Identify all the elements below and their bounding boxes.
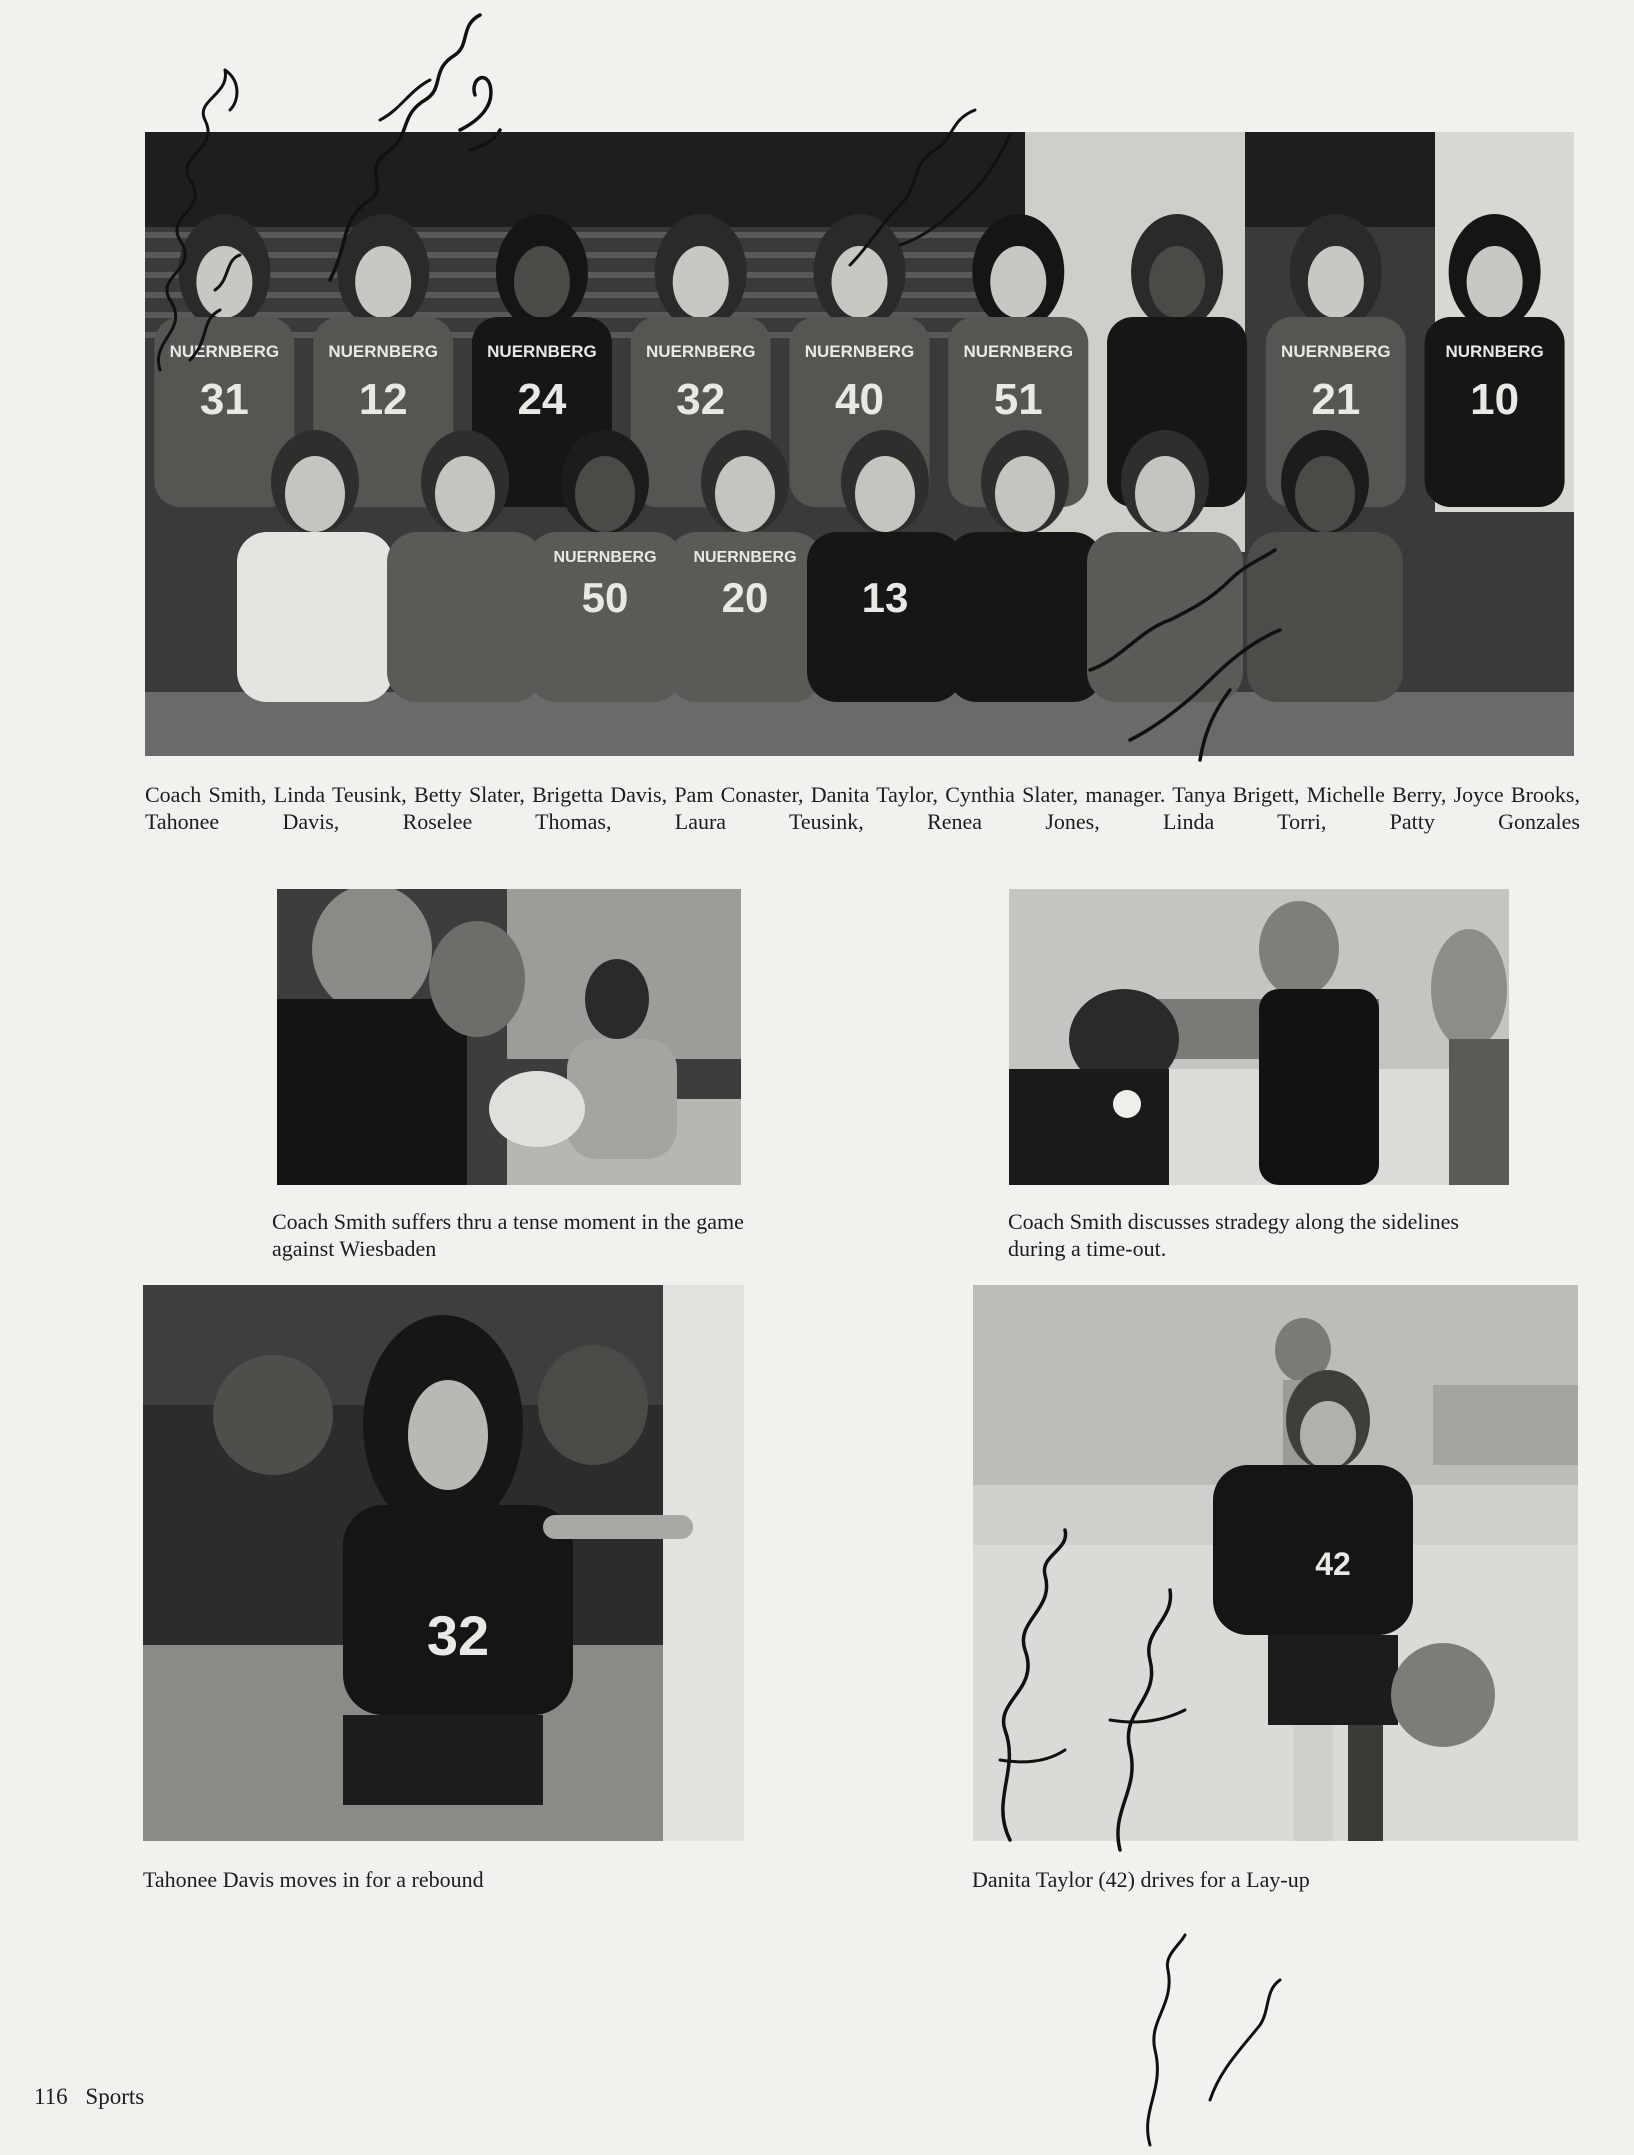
jersey-number: 10 (1470, 375, 1520, 424)
jersey-number: 32 (676, 375, 726, 424)
jersey-number: 50 (581, 574, 629, 621)
jersey-lettering: NUERNBERG (963, 342, 1074, 361)
bench-photo-caption: Coach Smith suffers thru a tense moment in the game against Wiesbaden (272, 1209, 744, 1261)
rebound-photo (143, 1285, 744, 1841)
jersey-number: 13 (861, 574, 909, 621)
jersey-lettering: NUERNBERG (328, 342, 438, 361)
jersey-lettering: NURNBERG (1445, 342, 1544, 361)
rebound-photo-image (143, 1285, 744, 1841)
rebound-photo-caption: Tahonee Davis moves in for a rebound (143, 1867, 484, 1892)
team-photo (145, 132, 1574, 756)
jersey-number: 24 (517, 375, 567, 424)
team-photo-image (145, 132, 1574, 756)
jersey-number: 51 (993, 375, 1043, 424)
layup-photo-caption: Danita Taylor (42) drives for a Lay-up (972, 1867, 1310, 1892)
layup-photo-image (973, 1285, 1578, 1841)
jersey-lettering: NUERNBERG (693, 549, 797, 566)
jersey-number: 21 (1311, 375, 1361, 424)
bench-photo-image (277, 889, 741, 1185)
jersey-lettering: NUERNBERG (804, 342, 915, 361)
rebound-jersey-number: 32 (426, 1604, 490, 1667)
jersey-number: 40 (835, 375, 884, 424)
jersey-lettering: NUERNBERG (553, 549, 657, 566)
signature-tomato (1110, 1930, 1290, 2150)
section-name: Sports (85, 2084, 145, 2109)
team-photo-caption: Coach Smith, Linda Teusink, Betty Slater, Brigetta Davis, Pam Conaster, Danita Taylor, Cynthia Slater, manager. Tanya Brigett, Michelle Berry, Joyce Brooks, Tahonee Davis, Roselee Thomas, Laura Teusink, Renea Jones, Linda Torri, Patty Gonzales (145, 782, 1580, 834)
jersey-lettering: NUERNBERG (645, 342, 756, 361)
jersey-lettering: NUERNBERG (169, 342, 280, 361)
signature-drawing (1110, 1930, 1290, 2150)
layup-jersey-number: 42 (1315, 1546, 1351, 1582)
jersey-number: 12 (358, 375, 408, 424)
page-folio (34, 2084, 144, 2110)
timeout-photo (1009, 889, 1509, 1185)
layup-photo (973, 1285, 1578, 1841)
jersey-number: 20 (721, 574, 769, 621)
jersey-lettering: NUERNBERG (1281, 342, 1391, 361)
bench-photo (277, 889, 741, 1185)
timeout-photo-caption: Coach Smith discusses stradegy along the sidelines during a time-out. (1008, 1209, 1459, 1261)
page-number: 116 (34, 2084, 68, 2109)
timeout-photo-image (1009, 889, 1509, 1185)
jersey-number: 31 (199, 375, 249, 424)
jersey-lettering: NUERNBERG (487, 342, 597, 361)
